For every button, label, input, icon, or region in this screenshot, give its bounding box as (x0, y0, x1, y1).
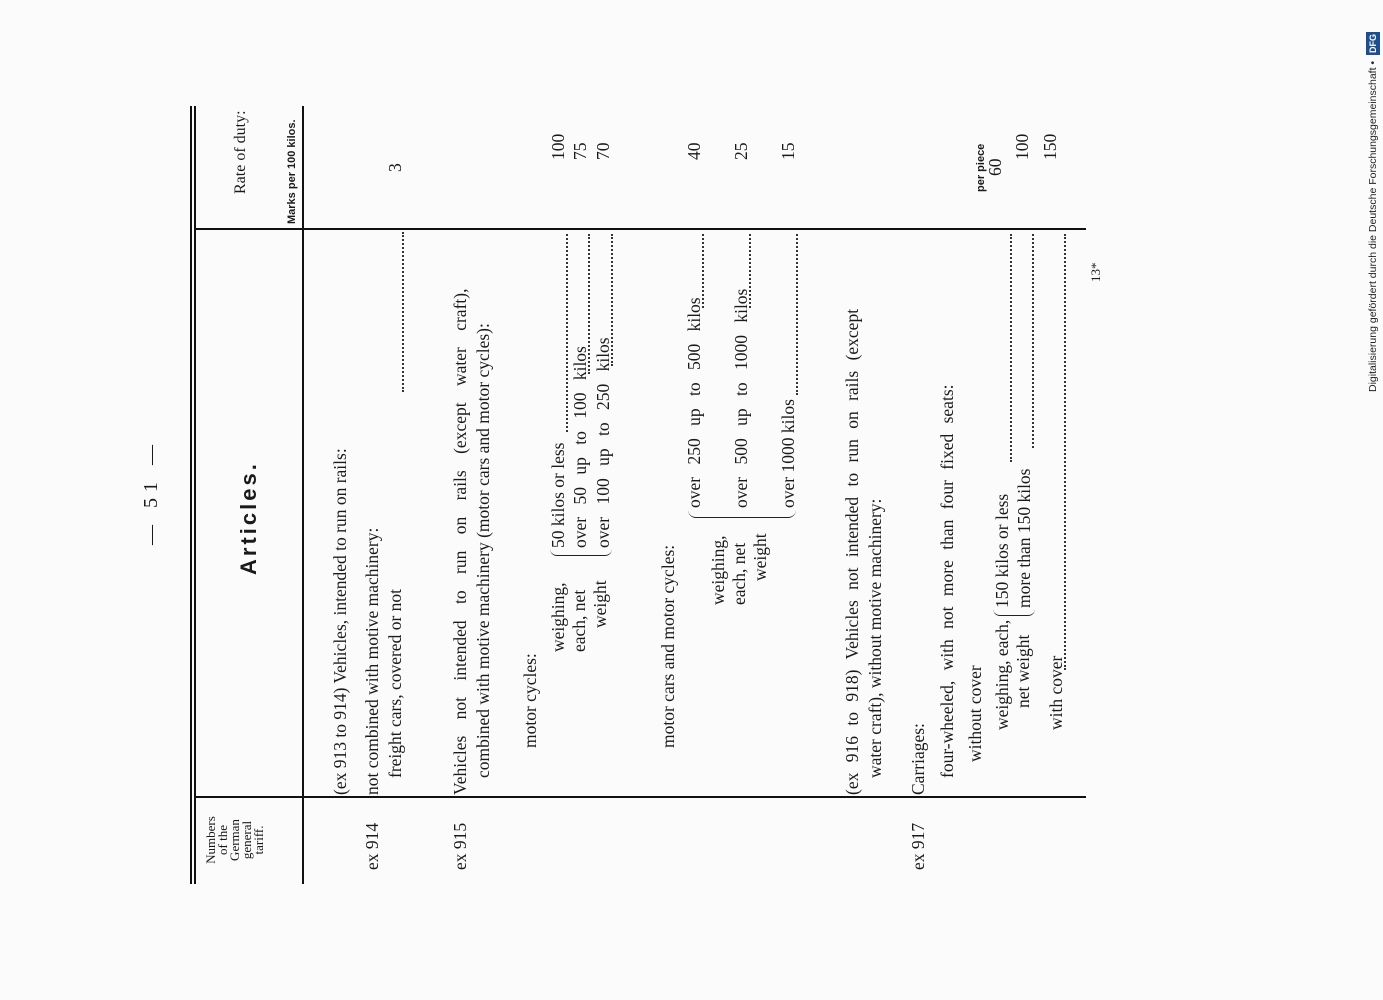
leader-mc-1 (566, 234, 568, 432)
table-top-rule-2 (194, 106, 196, 884)
table-top-rule (190, 106, 192, 884)
leader-914 (402, 232, 404, 392)
mc-rate-2: 75 (570, 142, 590, 160)
leader-mcar-3 (796, 234, 798, 395)
row-914-lead: (ex 913 to 914) Vehicles, intended to run on rails: (330, 448, 350, 795)
row-915-lead-1: Vehicles not intended to run on rails (except water craft), (450, 288, 470, 795)
brace-motor-cars (688, 510, 796, 518)
brace-without-cover (993, 609, 1035, 616)
mcar-option-3: over 1000 kilos (778, 399, 798, 508)
without-cover: without cover (965, 665, 985, 762)
mc-option-2: over 50 up to 100 kilos (570, 346, 590, 548)
mc-option-1: 50 kilos or less (548, 442, 568, 548)
brace-motor-cycles (550, 549, 612, 556)
header-rate-unit: Marks per 100 kilos. (286, 119, 298, 224)
row-914-sub: not combined with motive machinery: (362, 527, 382, 795)
signature-mark: 13* (1088, 262, 1103, 282)
leader-mc-3 (611, 234, 613, 366)
leader-wc-1 (1010, 234, 1012, 462)
leader-mcar-1 (702, 234, 704, 308)
col-divider-2 (194, 229, 1086, 231)
mc-rate-3: 70 (593, 142, 613, 160)
motor-cars-weighing: weighing, each, net weight (708, 533, 770, 605)
mcar-rate-3: 15 (778, 142, 798, 160)
page-number: — 51 — (140, 439, 162, 545)
wc-option-2: more than 150 kilos (1014, 468, 1034, 608)
motor-cars-heading: motor cars and motor cycles: (658, 544, 678, 748)
mc-rate-1: 100 (548, 133, 568, 160)
with-cover: with cover (1046, 655, 1066, 730)
row-917-number: ex 917 (908, 822, 928, 870)
motor-cycles-weighing: weighing, each, net weight (548, 580, 610, 652)
header-articles: Articles. (236, 461, 261, 575)
per-piece-label: per piece (975, 143, 987, 192)
leader-with-cover (1064, 234, 1066, 670)
header-numbers: Numbers of the German general tariff. (203, 816, 266, 864)
four-wheeled: four-wheeled, with not more than four fixed seats: (937, 384, 957, 778)
mc-option-3: over 100 up to 250 kilos (593, 337, 613, 548)
leader-mcar-2 (749, 234, 751, 308)
wc-option-1: 150 kilos or less (992, 493, 1012, 608)
row-917-lead-2: water craft), without motive machinery: (865, 498, 885, 778)
without-cover-rate-per-piece: 60 (985, 158, 1005, 176)
wc-rate-2: 150 (1040, 133, 1060, 160)
row-915-number: ex 915 (450, 822, 470, 870)
carriages-heading: Carriages: (908, 723, 928, 795)
mcar-option-1: over 250 up to 500 kilos (684, 297, 704, 508)
without-cover-weighing: weighing, each, net weight (992, 619, 1033, 730)
header-bottom-rule (302, 106, 304, 884)
row-914-number: ex 914 (362, 822, 382, 870)
leader-wc-2 (1032, 234, 1034, 448)
row-914-item: freight cars, covered or not (385, 588, 405, 778)
header-rate: Rate of duty: (232, 110, 249, 194)
mcar-option-2: over 500 up to 1000 kilos (731, 288, 751, 508)
row-915-lead-2: combined with motive machinery (motor cars and motor cycles): (473, 323, 493, 778)
watermark-text: Digitalisierung gefördert durch die Deutsche Forschungsgemeinschaft (1367, 67, 1379, 392)
row-914-rate: 3 (385, 163, 405, 172)
motor-cycles-heading: motor cycles: (520, 653, 540, 748)
wc-rate-1: 100 (1012, 133, 1032, 160)
dfg-logo: DFG (1368, 33, 1378, 53)
mcar-rate-1: 40 (684, 142, 704, 160)
col-divider-1 (194, 797, 1086, 799)
dfg-watermark: Digitalisierung gefördert durch die Deutsche Forschungsgemeinschaft • DFG (1367, 33, 1379, 392)
leader-mc-2 (588, 234, 590, 374)
row-917-lead-1: (ex 916 to 918) Vehicles not intended to run on rails (except (842, 308, 862, 795)
mcar-rate-2: 25 (731, 142, 751, 160)
